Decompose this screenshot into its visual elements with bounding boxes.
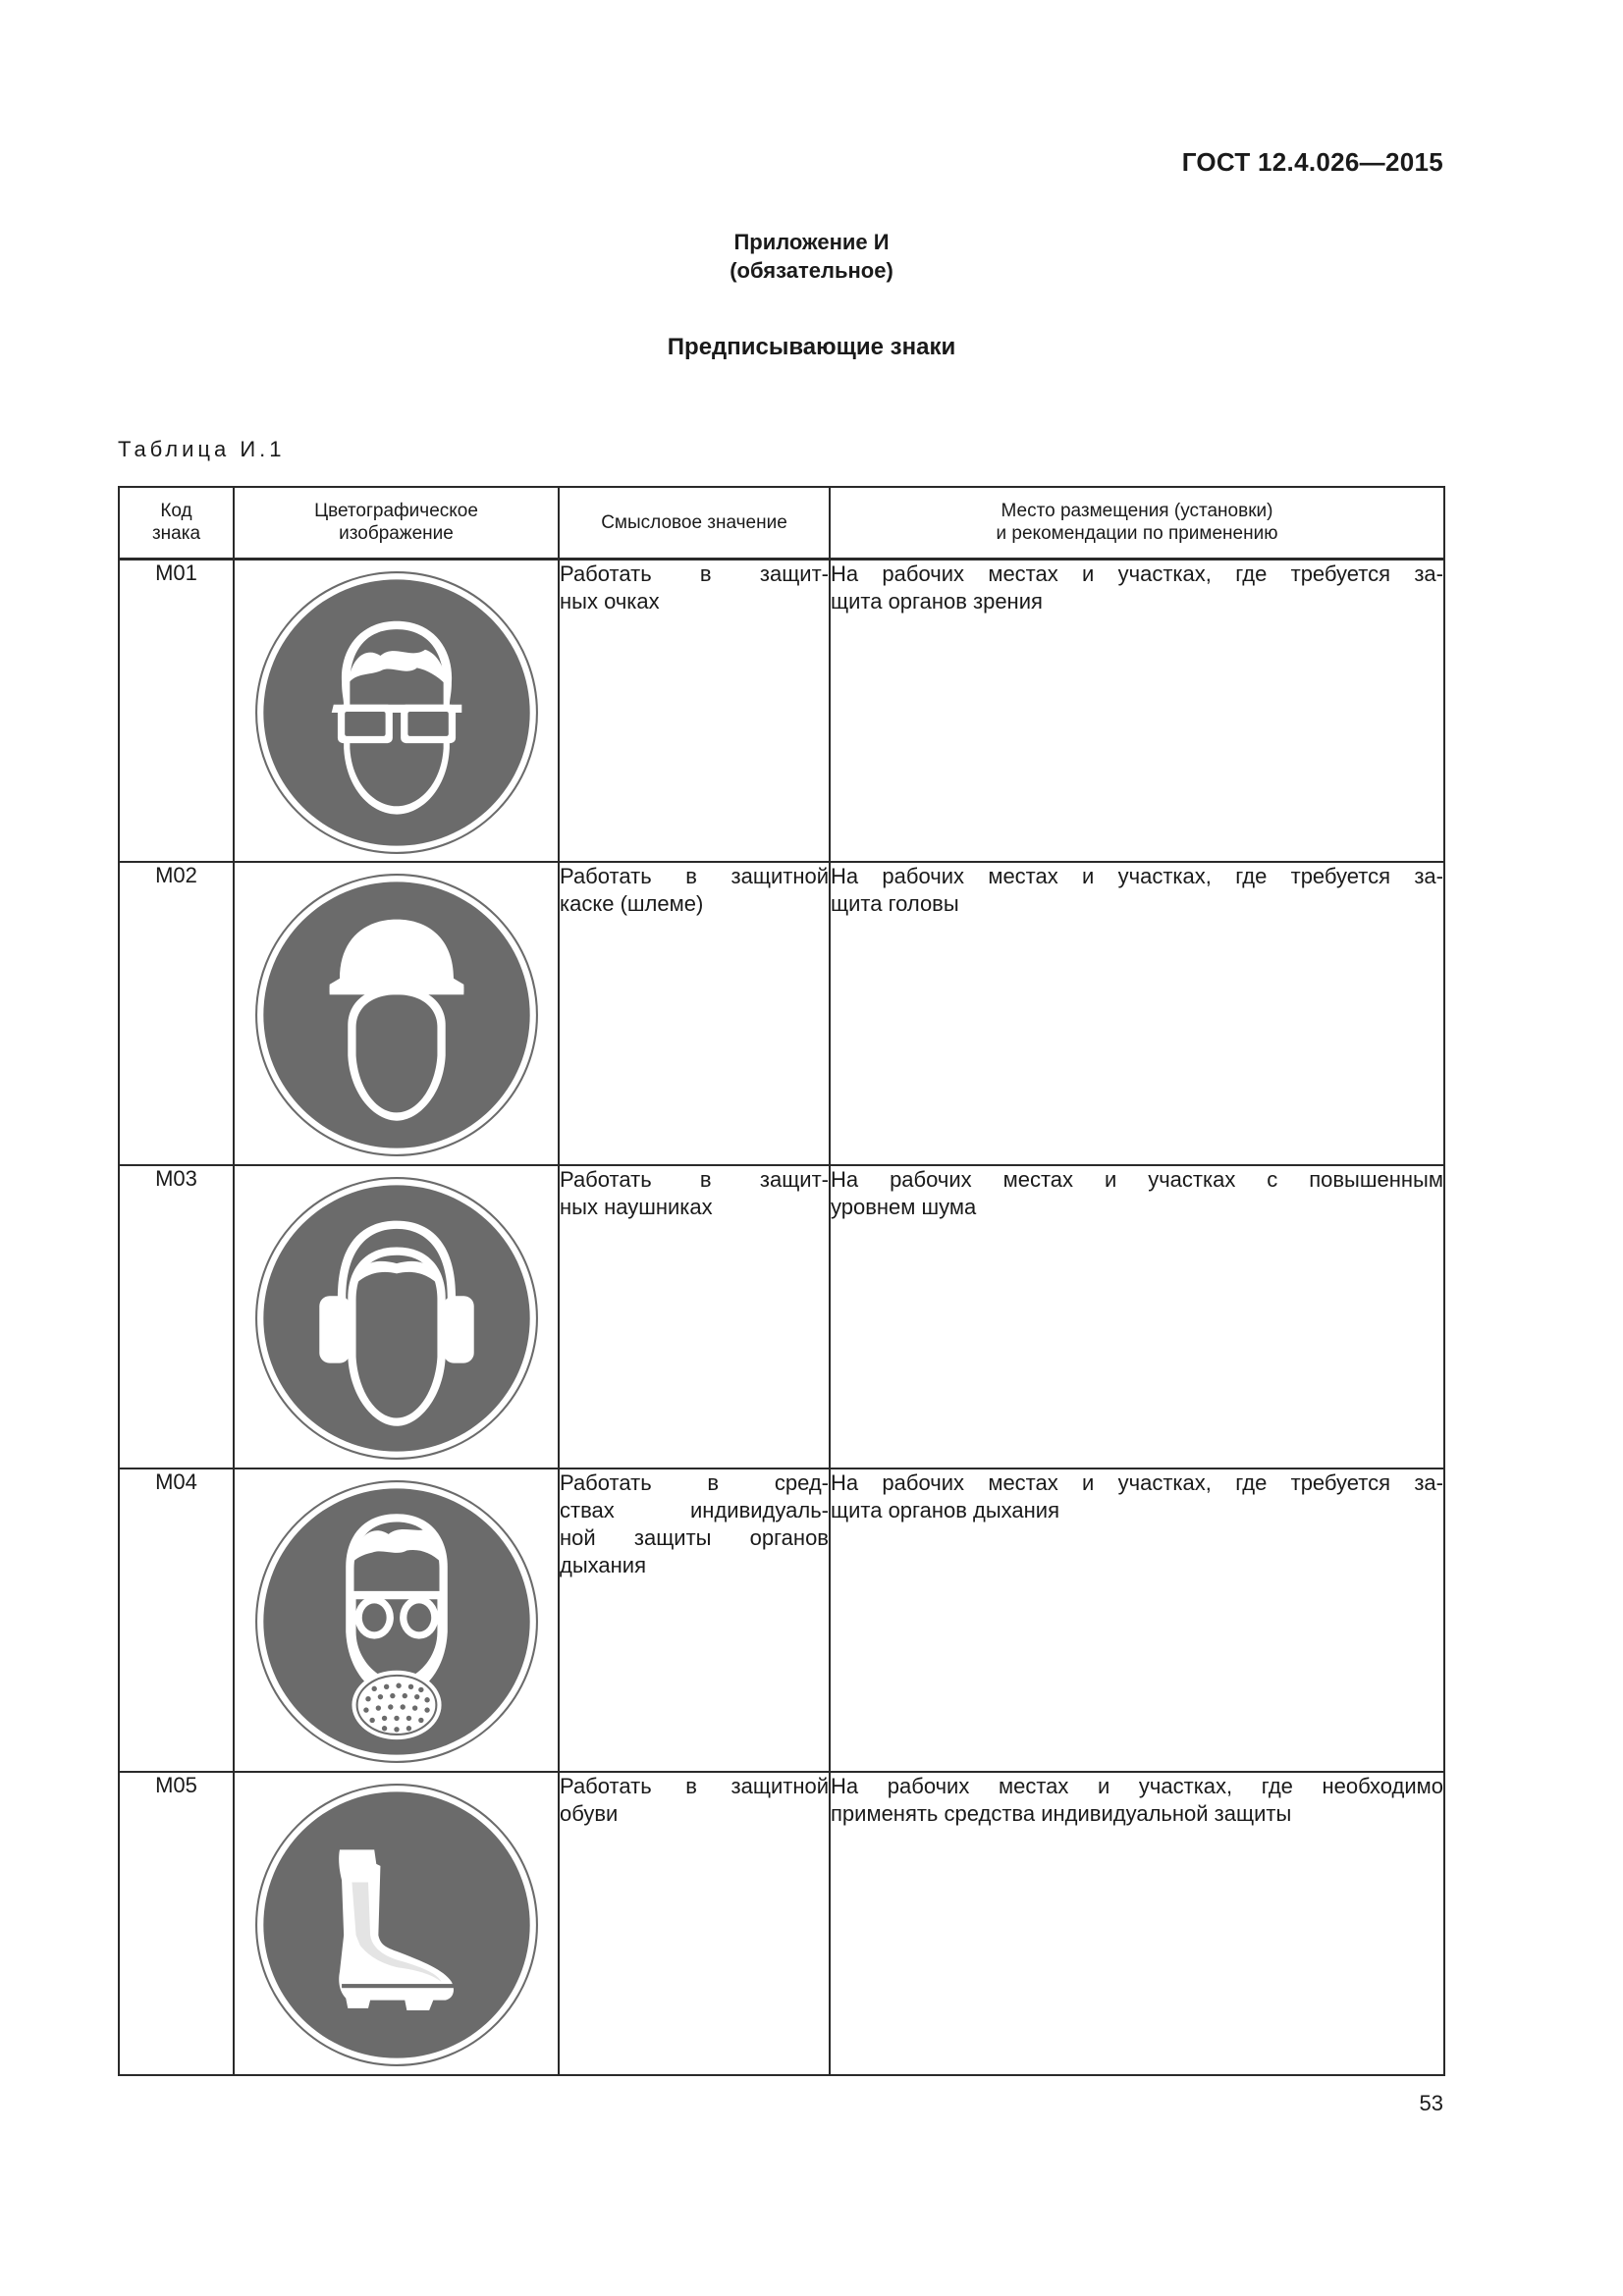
sign-meaning [559, 1772, 830, 2075]
respirator-icon [254, 1479, 539, 1764]
meaning-line: Работать в защитной [560, 864, 829, 888]
appendix-title: Приложение И [733, 230, 890, 254]
table-row [119, 862, 1444, 1165]
place-line: На рабочих местах и участках, где требуется за- [831, 561, 1443, 586]
table-row [119, 1468, 1444, 1772]
sign-image [234, 1468, 559, 1772]
meaning-line: Работать в защитной [560, 1774, 829, 1798]
safety-boots-icon [254, 1783, 539, 2067]
sign-placement [830, 862, 1444, 1165]
sign-image [234, 1165, 559, 1468]
sign-image [234, 862, 559, 1165]
meaning-line: Работать в защит- [560, 1167, 829, 1192]
place-line: уровнем шума [831, 1195, 977, 1219]
sign-meaning [559, 559, 830, 862]
sign-meaning [559, 1468, 830, 1772]
sign-code: M02 [119, 862, 234, 1165]
place-line: На рабочих местах и участках, где требуется за- [831, 1470, 1443, 1495]
meaning-line: обуви [560, 1801, 619, 1826]
document-code: ГОСТ 12.4.026—2015 [1181, 147, 1443, 177]
header-code [119, 487, 234, 559]
table-header-row [119, 487, 1444, 559]
safety-helmet-icon [254, 873, 539, 1157]
table-caption: Таблица И.1 [118, 437, 286, 461]
meaning-line: дыхания [560, 1553, 646, 1577]
place-line: щита органов зрения [831, 588, 1043, 614]
meaning-line: ных наушниках [560, 1195, 713, 1219]
place-line: На рабочих местах и участках с повышенным [831, 1167, 1443, 1192]
place-line: На рабочих местах и участках, где необходимо [831, 1774, 1443, 1798]
safety-goggles-icon [254, 570, 539, 855]
sign-placement [830, 1772, 1444, 2075]
mandatory-signs-table [118, 486, 1445, 2076]
sign-meaning [559, 862, 830, 1165]
table-row [119, 1772, 1444, 2075]
header-place-line1: Место размещения (установки) [1001, 501, 1273, 522]
table-row [119, 559, 1444, 862]
place-line: применять средства индивидуальной защиты [831, 1801, 1292, 1826]
sign-placement [830, 1468, 1444, 1772]
place-line: щита головы [831, 891, 959, 916]
place-line: щита органов дыхания [831, 1498, 1059, 1522]
section-title: Предписывающие знаки [667, 334, 956, 360]
header-image-line1: Цветографическое [314, 501, 478, 522]
appendix-status: (обязательное) [730, 258, 893, 283]
header-code-line2: знака [151, 523, 201, 545]
sign-code: M05 [119, 1772, 234, 2075]
header-meaning: Смысловое значение [559, 487, 830, 559]
sign-code: M04 [119, 1468, 234, 1772]
header-image [234, 487, 559, 559]
sign-image [234, 559, 559, 862]
meaning-line: ной защиты органов [560, 1525, 829, 1550]
sign-image [234, 1772, 559, 2075]
sign-code: M03 [119, 1165, 234, 1468]
header-code-line1: Код [160, 501, 192, 522]
meaning-line: каске (шлеме) [560, 891, 704, 916]
meaning-line: Работать в защит- [560, 561, 829, 586]
header-place-line2: и рекомендации по применению [996, 523, 1278, 545]
header-place [830, 487, 1444, 559]
sign-placement [830, 1165, 1444, 1468]
table-row [119, 1165, 1444, 1468]
sign-meaning [559, 1165, 830, 1468]
place-line: На рабочих местах и участках, где требуется за- [831, 864, 1443, 888]
appendix-heading [0, 228, 1623, 285]
page-number: 53 [1419, 2091, 1443, 2115]
meaning-line: ных очках [560, 588, 660, 614]
meaning-line: Работать в сред- [560, 1470, 829, 1495]
sign-code: M01 [119, 559, 234, 862]
header-image-line2: изображение [339, 523, 454, 545]
sign-placement [830, 559, 1444, 862]
meaning-line: ствах индивидуаль- [560, 1498, 829, 1522]
ear-protectors-icon [254, 1176, 539, 1461]
